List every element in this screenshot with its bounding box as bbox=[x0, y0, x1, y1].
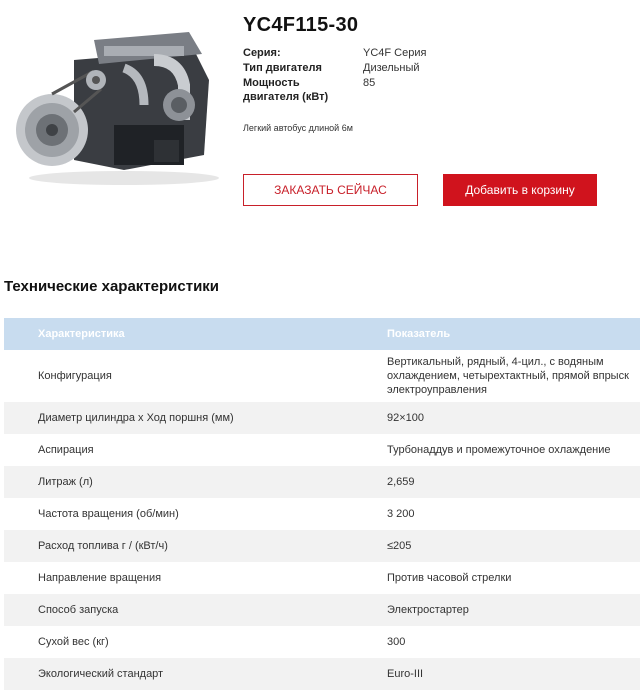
spec-row-engine-type bbox=[243, 61, 426, 75]
row-value: Euro-III bbox=[387, 658, 640, 690]
row-value: 2,659 bbox=[387, 466, 640, 498]
row-name: Конфигурация bbox=[38, 370, 112, 382]
spec-label: Серия: bbox=[243, 47, 281, 59]
spec-value: YC4F Серия bbox=[363, 47, 427, 59]
spec-row-series bbox=[243, 46, 426, 60]
row-name: Сухой вес (кг) bbox=[38, 636, 109, 648]
header-characteristic: Характеристика bbox=[4, 318, 387, 350]
row-name: Способ запуска bbox=[4, 594, 387, 626]
spec-value: 85 bbox=[363, 77, 376, 89]
table-row bbox=[4, 434, 640, 466]
header-value: Показатель bbox=[387, 318, 640, 350]
row-value: 300 bbox=[387, 636, 406, 648]
table-row bbox=[4, 594, 640, 626]
table-row bbox=[4, 562, 640, 594]
spec-value: Дизельный bbox=[363, 62, 420, 74]
table-row bbox=[4, 402, 640, 434]
table-row bbox=[4, 466, 640, 498]
row-value: ≤205 bbox=[387, 530, 640, 562]
section-title: Технические характеристики bbox=[4, 278, 220, 295]
row-value: Вертикальный, рядный, 4-цил., с водяным охлаждением, четырехтактный, прямой впрыск электроуправления bbox=[387, 356, 629, 396]
row-name: Диаметр цилиндра x Ход поршня (мм) bbox=[4, 402, 387, 434]
order-now-button[interactable]: ЗАКАЗАТЬ СЕЙЧАС bbox=[243, 174, 418, 206]
product-description: Легкий автобус длиной 6м bbox=[243, 123, 353, 133]
row-name: Частота вращения (об/мин) bbox=[38, 508, 179, 520]
row-name: Направление вращения bbox=[38, 572, 162, 584]
table-row bbox=[4, 498, 640, 530]
table-header-row bbox=[4, 318, 640, 350]
engine-image bbox=[4, 20, 226, 188]
spec-label: Мощность двигателя (кВт) bbox=[243, 77, 329, 103]
table-row bbox=[4, 658, 640, 690]
table-row bbox=[4, 626, 640, 658]
spec-label: Тип двигателя bbox=[243, 62, 322, 74]
table-row bbox=[4, 530, 640, 562]
add-to-cart-button[interactable]: Добавить в корзину bbox=[443, 174, 597, 206]
table-row bbox=[4, 350, 640, 402]
row-name: Экологический стандарт bbox=[4, 658, 387, 690]
row-value: Против часовой стрелки bbox=[387, 572, 512, 584]
spec-row-power bbox=[243, 76, 426, 104]
product-title: YC4F115-30 bbox=[243, 14, 359, 36]
row-value: 3 200 bbox=[387, 508, 415, 520]
product-specs bbox=[243, 46, 426, 105]
row-name: Расход топлива г / (кВт/ч) bbox=[4, 530, 387, 562]
row-value: 92×100 bbox=[387, 402, 640, 434]
row-value: Турбонаддув и промежуточное охлаждение bbox=[387, 444, 611, 456]
row-name: Аспирация bbox=[38, 444, 94, 456]
technical-spec-table bbox=[4, 318, 640, 690]
row-name: Литраж (л) bbox=[4, 466, 387, 498]
row-value: Электростартер bbox=[387, 594, 640, 626]
